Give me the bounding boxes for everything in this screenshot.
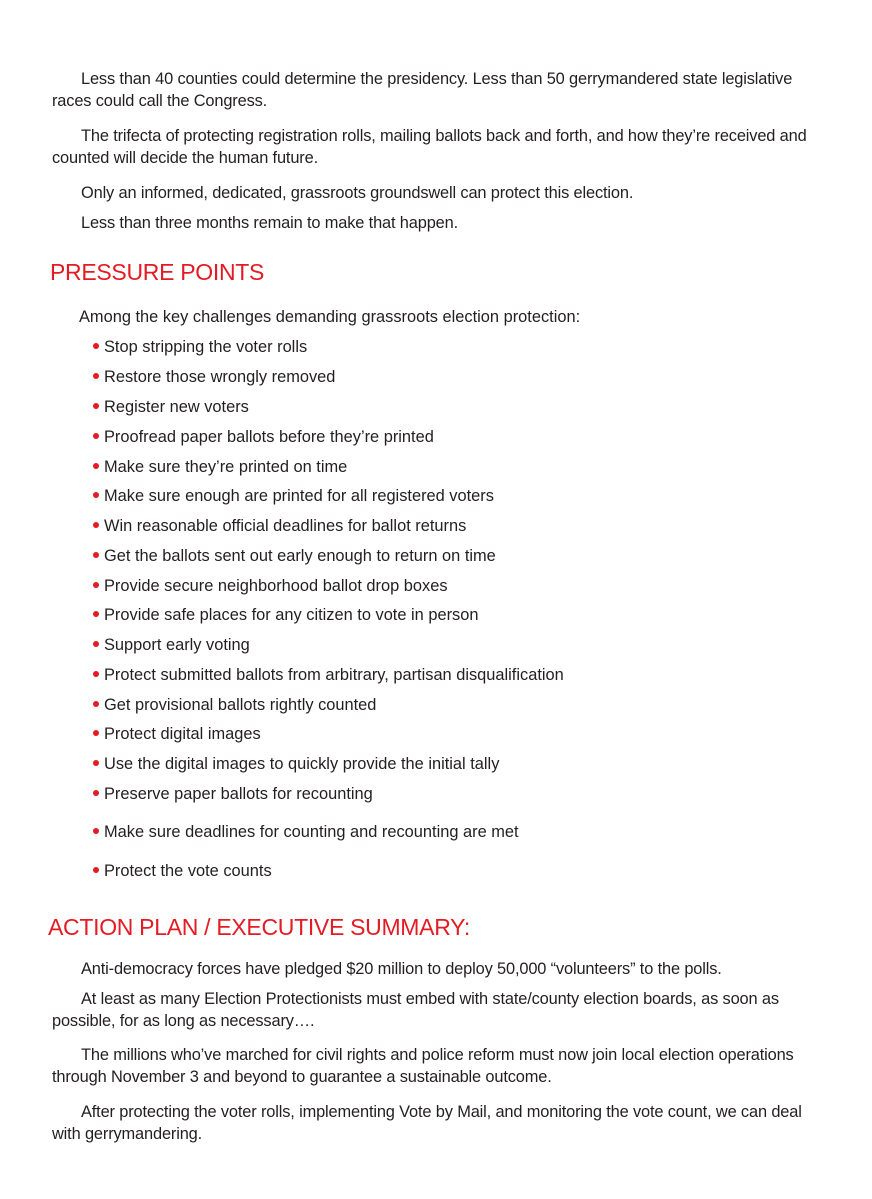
bullet-dot-icon: [93, 671, 99, 677]
list-item: Support early voting: [93, 634, 250, 656]
action-plan-paragraph-1: Anti-democracy forces have pledged $20 million to deploy 50,000 “volunteers” to the polls.: [81, 960, 722, 978]
list-item: Get provisional ballots rightly counted: [93, 694, 376, 716]
bullet-dot-icon: [93, 701, 99, 707]
bullet-dot-icon: [93, 433, 99, 439]
bullet-dot-icon: [93, 343, 99, 349]
action-plan-paragraph-2: At least as many Election Protectionists must embed with state/county election boards, as soon as possible, for as long as necessary….: [52, 990, 779, 1030]
list-item: Protect digital images: [93, 723, 261, 745]
bullet-dot-icon: [93, 373, 99, 379]
intro-paragraph-1: Less than 40 counties could determine the presidency. Less than 50 gerrymandered state legislative races could call the Congress.: [52, 70, 793, 110]
bullet-dot-icon: [93, 641, 99, 647]
list-item: Provide secure neighborhood ballot drop boxes: [93, 575, 448, 597]
bullet-dot-icon: [93, 790, 99, 796]
list-item: Use the digital images to quickly provide the initial tally: [93, 753, 499, 775]
action-plan-heading: ACTION PLAN / EXECUTIVE SUMMARY:: [48, 914, 470, 940]
list-item: Preserve paper ballots for recounting: [93, 783, 373, 805]
list-item: Protect submitted ballots from arbitrary, partisan disqualification: [93, 664, 564, 686]
bullet-dot-icon: [93, 760, 99, 766]
pressure-points-heading: PRESSURE POINTS: [50, 259, 265, 285]
bullet-dot-icon: [93, 582, 99, 588]
intro-paragraph-4: Less than three months remain to make that happen.: [81, 214, 459, 232]
action-plan-paragraph-3: The millions who’ve marched for civil rights and police reform must now join local election operations through November 3 and beyond to guarantee a sustainable outcome.: [52, 1046, 794, 1086]
list-item: Restore those wrongly removed: [93, 366, 335, 388]
list-item: Proofread paper ballots before they’re printed: [93, 426, 434, 448]
bullet-dot-icon: [93, 522, 99, 528]
bullet-dot-icon: [93, 828, 99, 834]
bullet-dot-icon: [93, 552, 99, 558]
bullet-dot-icon: [93, 463, 99, 469]
list-item: Make sure deadlines for counting and recounting are met: [93, 821, 519, 843]
list-item: Provide safe places for any citizen to vote in person: [93, 604, 478, 626]
bullet-dot-icon: [93, 492, 99, 498]
list-item: Register new voters: [93, 396, 249, 418]
action-plan-paragraph-4: After protecting the voter rolls, implementing Vote by Mail, and monitoring the vote count, we can deal with gerrymandering.: [52, 1103, 802, 1143]
list-item: Make sure they’re printed on time: [93, 456, 347, 478]
list-item: Make sure enough are printed for all registered voters: [93, 485, 494, 507]
bullet-dot-icon: [93, 867, 99, 873]
list-item: Get the ballots sent out early enough to return on time: [93, 545, 496, 567]
intro-paragraph-3: Only an informed, dedicated, grassroots groundswell can protect this election.: [81, 184, 634, 202]
pressure-points-intro: Among the key challenges demanding grassroots election protection:: [79, 308, 581, 326]
list-item: Win reasonable official deadlines for ballot returns: [93, 515, 466, 537]
list-item: Protect the vote counts: [93, 860, 272, 882]
bullet-dot-icon: [93, 730, 99, 736]
intro-paragraph-2: The trifecta of protecting registration rolls, mailing ballots back and forth, and how they’re received and counted will decide the human future.: [52, 127, 807, 167]
list-item: Stop stripping the voter rolls: [93, 336, 307, 358]
bullet-dot-icon: [93, 611, 99, 617]
bullet-dot-icon: [93, 403, 99, 409]
